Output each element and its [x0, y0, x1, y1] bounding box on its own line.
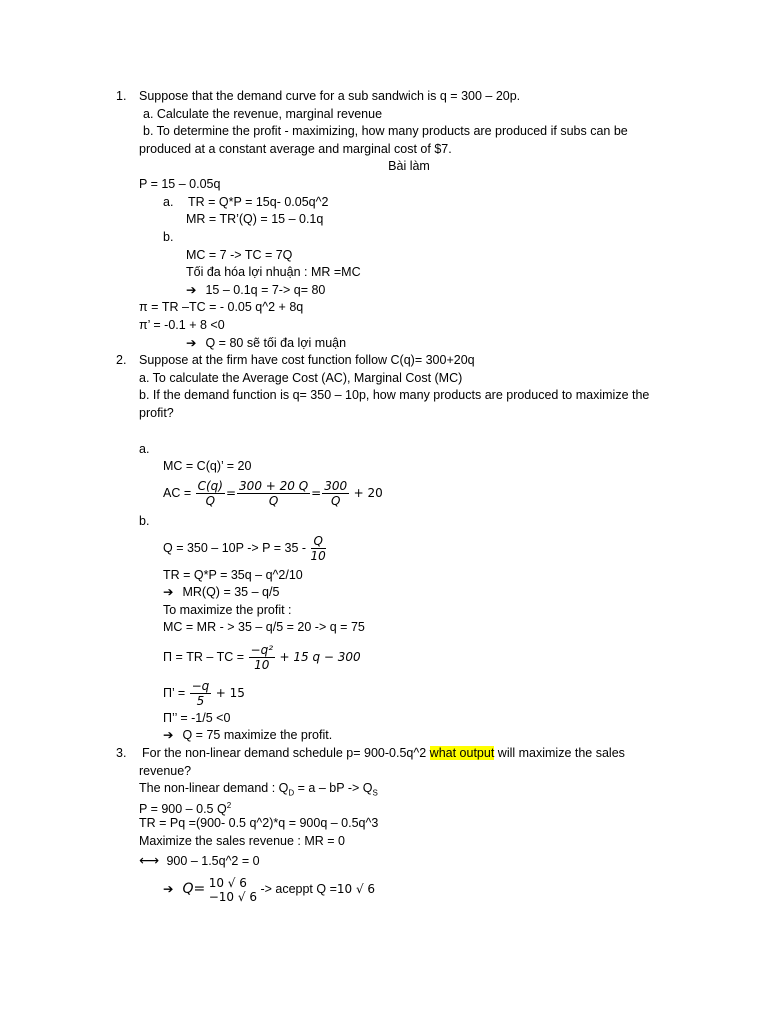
q1-line: TR = Q*P = 15q- 0.05q^2 — [188, 195, 329, 209]
q2-demand-formula: Q = 350 – 10P -> P = 35 - $\frac{Q}{10}$ — [163, 534, 326, 564]
right-arrow-icon: ➔ — [186, 283, 197, 297]
fraction: $\frac{C(q)}{Q}$ — [197, 479, 223, 509]
q3-line: Maximize the sales revenue : MR = 0 — [139, 834, 345, 848]
q1-title: Suppose that the demand curve for a sub sandwich is q = 300 – 20p. — [139, 89, 521, 103]
right-arrow-icon: ➔ — [163, 585, 174, 599]
q1-line: MR = TR’(Q) = 15 – 0.1q — [186, 212, 324, 226]
q1-line: π’ = -0.1 + 8 <0 — [139, 318, 225, 332]
q2-title: Suppose at the firm have cost function follow C(q)= 300+20q — [139, 353, 475, 367]
q3-line: The non-linear demand : $Q_D = a$ – bP -> $Q_S$ — [139, 781, 378, 798]
q2-conclusion: ➔ Q = 75 maximize the profit. — [163, 728, 333, 742]
left-right-arrow-icon: ⟷ — [139, 852, 160, 868]
highlighted-text: what output — [429, 746, 495, 760]
fraction: $\frac{Q}{10}$ — [310, 534, 326, 564]
q1-conclusion: ➔ Q = 80 sẽ tối đa lợi muận — [186, 336, 347, 350]
q3-line: P = 900 – 0.5 $Q^2$ — [139, 801, 232, 817]
right-arrow-icon: ➔ — [163, 882, 174, 896]
q2-number: 2. — [116, 353, 127, 367]
q1-number: 1. — [116, 89, 127, 103]
q2-label-a: a. — [139, 442, 150, 456]
q1-line: MC = 7 -> TC = 7Q — [186, 248, 293, 262]
q2-part-b-cont: profit? — [139, 406, 174, 420]
q2-profit-formula: Π = TR – TC = $\frac{\text{−q²}}{10}$ + 15 q − 300 — [163, 643, 361, 673]
q1-part-b: b. To determine the profit - maximizing, how many products are produced if subs can be — [143, 124, 628, 138]
q2-line: TR = Q*P = 35q – q^2/10 — [163, 568, 303, 582]
solution-stack: 10 √ 6 −10 √ 6 — [208, 875, 257, 904]
q2-part-b: b. If the demand function is q= 350 – 10p, how many products are produced to maximize the — [139, 388, 650, 402]
solution-heading: Bài làm — [388, 159, 430, 173]
q2-part-a: a. To calculate the Average Cost (AC), Marginal Cost (MC) — [139, 371, 463, 385]
q1-label-a: a. — [163, 195, 174, 209]
q2-label-b: b. — [139, 514, 150, 528]
q1-line: Tối đa hóa lợi nhuận : MR =MC — [186, 265, 361, 279]
fraction: $\frac{-q}{5}$ — [191, 679, 210, 709]
q1-line: π = TR –TC = - 0.05 q^2 + 8q — [139, 300, 304, 314]
right-arrow-icon: ➔ — [163, 728, 174, 742]
q3-line: ⟷ 900 – 1.5q^2 = 0 — [139, 852, 260, 868]
q3-number: 3. — [116, 746, 127, 760]
q3-title: For the non-linear demand schedule p= 900-0.5q^2 what output will maximize the sales — [142, 746, 625, 760]
q1-part-a: a. Calculate the revenue, marginal revenue — [143, 107, 383, 121]
q3-line: TR = Pq =(900- 0.5 q^2)*q = 900q – 0.5q^3 — [139, 816, 379, 830]
q1-label-b: b. — [163, 230, 174, 244]
q2-line: Π’’ = -1/5 <0 — [163, 711, 231, 725]
q2-line: MC = MR - > 35 – q/5 = 20 -> q = 75 — [163, 620, 365, 634]
fraction: $\frac{300 + 20 Q}{Q}$ — [239, 479, 309, 509]
q2-line: To maximize the profit : — [163, 603, 292, 617]
q2-line: MC = C(q)’ = 20 — [163, 459, 252, 473]
right-arrow-icon: ➔ — [186, 336, 197, 350]
q3-title-cont: revenue? — [139, 764, 192, 778]
q1-part-b-cont: produced at a constant average and marginal cost of $7. — [139, 142, 452, 156]
q1-line: P = 15 – 0.05q — [139, 177, 221, 191]
q2-derivative-formula: Π’ = $\frac{-q}{5}$ + 15 — [163, 679, 245, 709]
fraction: $\frac{300}{Q}$ — [324, 479, 348, 509]
q3-answer: ➔ Q= 10 √ 6 −10 √ 6 -> aceppt Q =10 √ 6 — [163, 872, 375, 906]
fraction: $\frac{\text{−q²}}{10}$ — [250, 643, 274, 673]
q1-line: ➔ 15 – 0.1q = 7-> q= 80 — [186, 283, 326, 297]
q2-line: ➔ MR(Q) = 35 – q/5 — [163, 585, 280, 599]
q2-ac-formula: AC = $\frac{C(q)}{Q}$ = $\frac{300 + 20 Q}{Q}$ = $\frac{300}{Q}$ + 20 — [163, 479, 383, 509]
